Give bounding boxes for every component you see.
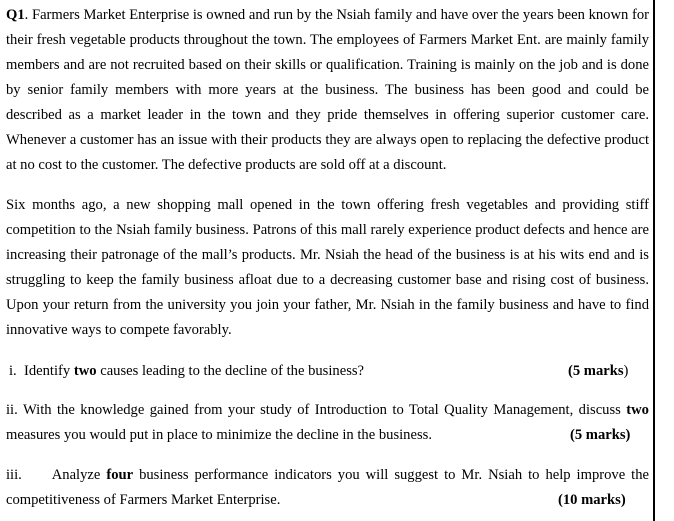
- subquestion-i-numeral: i.: [9, 363, 17, 379]
- subquestion-ii: [6, 398, 649, 448]
- subquestion-i-marks: [568, 359, 628, 384]
- subquestion-i-marks-close: ): [623, 363, 629, 379]
- subquestion-i-marks-open: (5 marks: [568, 363, 624, 379]
- subquestion-iii: [6, 463, 649, 513]
- subquestion-iii-text-line2: competitiveness of Farmers Market Enterprise.: [6, 492, 281, 508]
- subquestion-ii-text-before: With the knowledge gained from your study of Introduction to Total Quality Management, discuss: [22, 402, 627, 418]
- subquestion-iii-text-before: Analyze: [51, 467, 107, 483]
- subquestion-i-emphasis: two: [73, 363, 97, 379]
- subquestion-iii-emphasis: four: [106, 467, 134, 483]
- case-paragraph-1: [6, 3, 649, 178]
- subquestion-i: [6, 359, 649, 384]
- right-margin-rule: [653, 0, 655, 521]
- subquestion-ii-line1: [6, 398, 649, 423]
- subquestion-ii-text-after: measures you would put in place to minimize the decline in the business.: [6, 427, 432, 443]
- subquestion-ii-emphasis: two: [626, 402, 649, 418]
- subquestion-i-text-after: causes leading to the decline of the business?: [96, 363, 365, 379]
- subquestion-iii-numeral: iii.: [6, 467, 22, 483]
- subquestion-iii-marks: (10 marks): [558, 492, 626, 508]
- subquestion-ii-numeral: ii.: [6, 402, 18, 418]
- subquestion-iii-line1: [6, 463, 649, 488]
- case-paragraph-1-text: . Farmers Market Enterprise is owned and run by the Nsiah family and have over the years been known for their fresh vegetable products throughout the town. The employees of Farmers Market Ent. are mainly family members and are not recruited based on their skills or qualification. Training is mainly on the job and is done by senior family members with more years at the business. The business has been good and could be described as a market leader in the town and they pride themselves in offering superior customer care. Whenever a customer has an issue with their products they are always open to replacing the defective product at no cost to the customer. The defective products are sold off at a discount.: [6, 7, 649, 173]
- case-paragraph-2: Six months ago, a new shopping mall opened in the town offering fresh vegetables and providing stiff competition to the Nsiah family business. Patrons of this mall rarely experience product defects and hence are increasing their patronage of the mall’s products. Mr. Nsiah the head of the business is at his wits end and is struggling to keep the family business afloat due to a decreasing customer base and rising cost of business. Upon your return from the university you join your father, Mr. Nsiah in the family business and have to find innovative ways to compete favorably.: [6, 197, 649, 338]
- subquestion-iii-text-after: business performance indicators you will suggest to Mr. Nsiah to help improve the: [133, 467, 650, 483]
- subquestion-i-text-before: Identify: [24, 363, 74, 379]
- subquestion-ii-marks: (5 marks): [570, 427, 631, 443]
- question-number: Q1: [6, 7, 25, 23]
